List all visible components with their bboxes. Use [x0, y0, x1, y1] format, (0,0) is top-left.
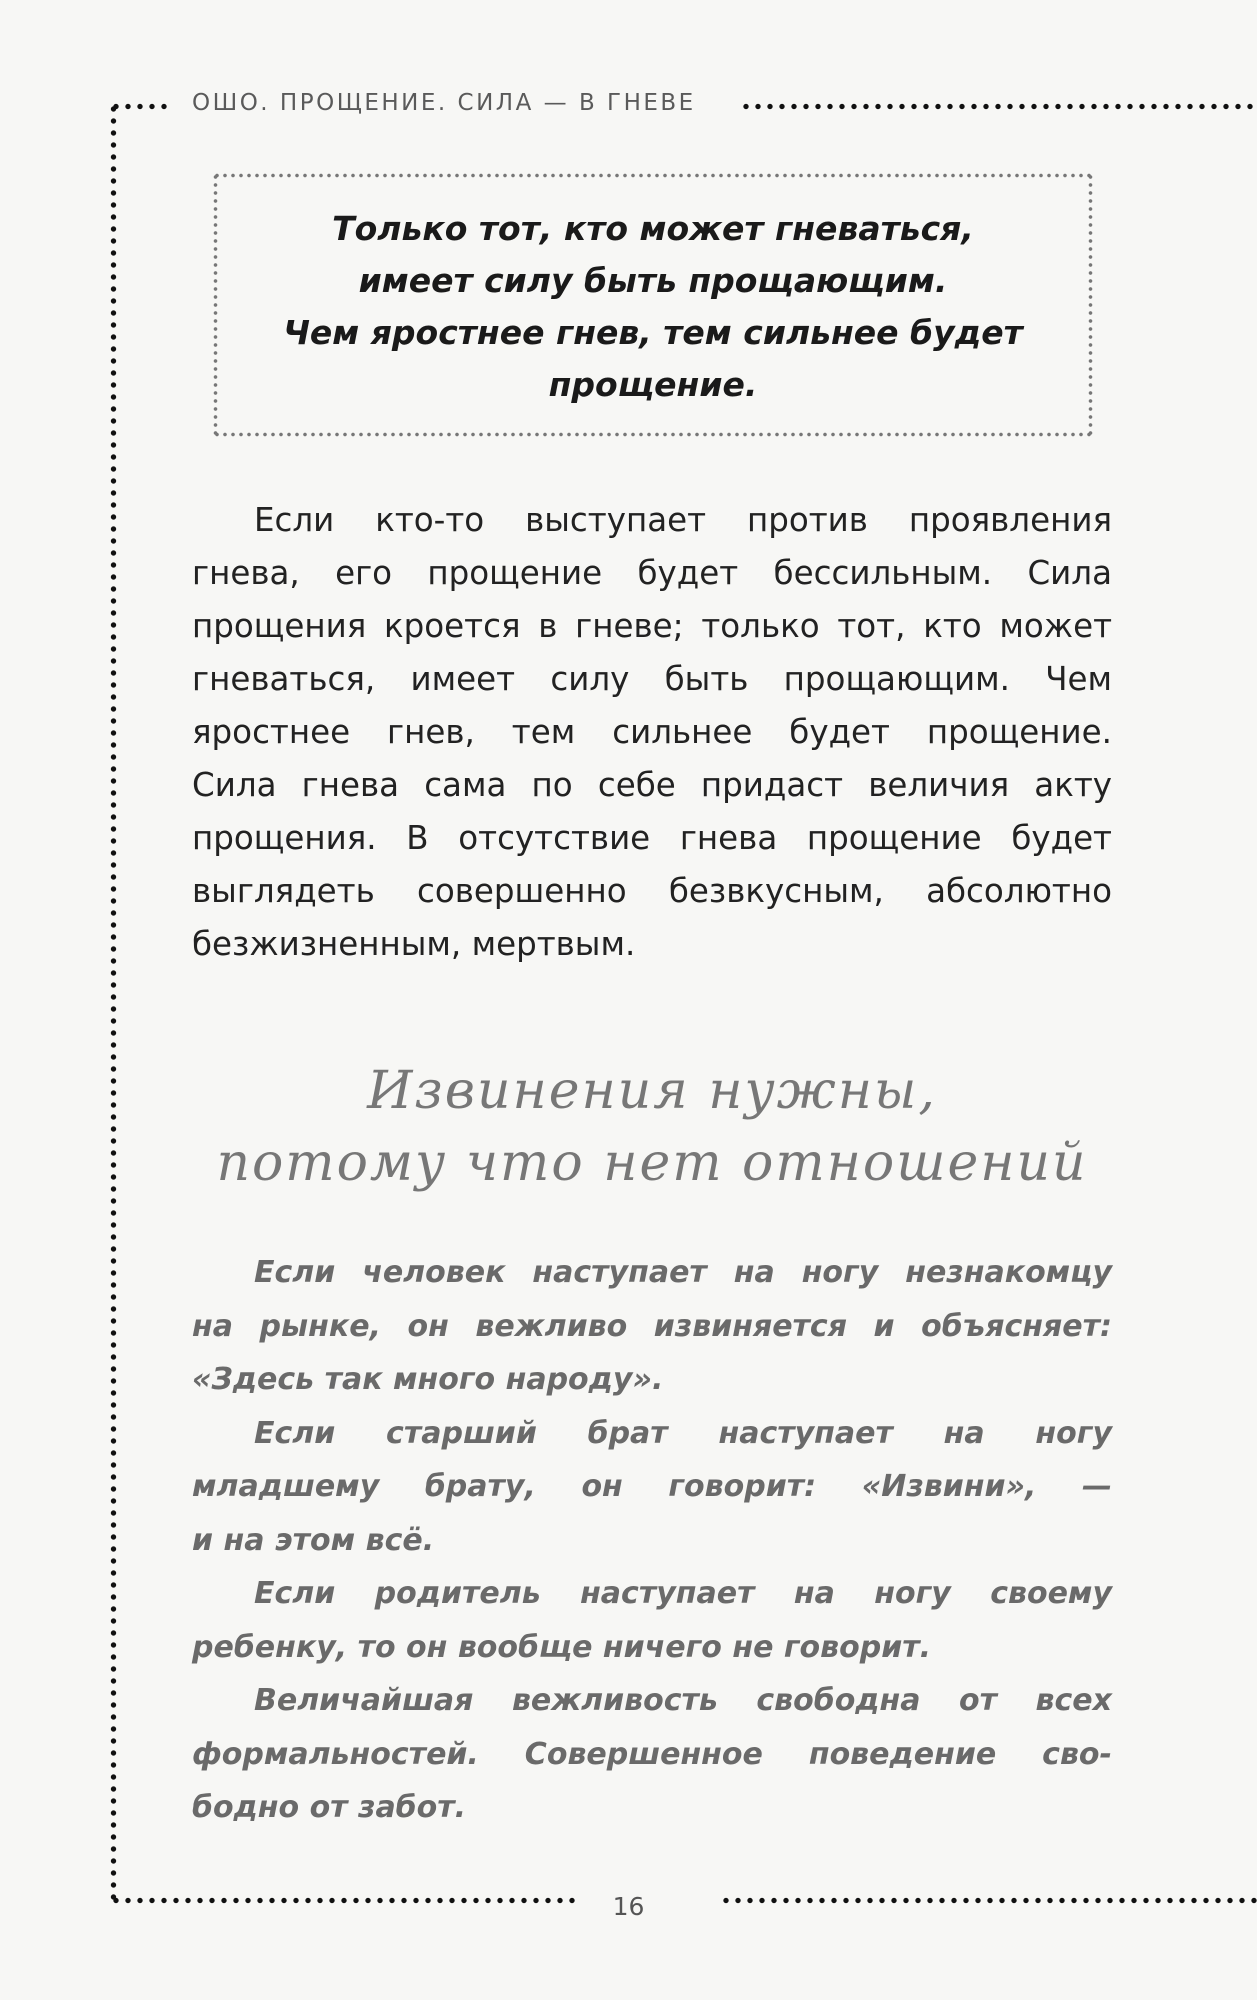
- quote-box: [213, 173, 1093, 437]
- parable-line: Если старший брат наступает на ногу: [254, 1415, 1112, 1451]
- parable-line: «Здесь так много народу».: [192, 1362, 664, 1397]
- quote-box-bottom-border: [213, 432, 1093, 437]
- quote-line: прощение.: [548, 365, 758, 404]
- frame-left-dots: [110, 103, 117, 1903]
- quote-box-top-border: [213, 173, 1093, 178]
- body-line: яростнее гнев, тем сильнее будет прощение.: [192, 713, 1112, 751]
- body-line: прощения кроется в гневе; только тот, кто может: [192, 607, 1112, 645]
- section-heading-line: Извинения нужны,: [367, 1061, 937, 1121]
- parable-line: младшему брату, он говорит: «Извини», —: [192, 1469, 1112, 1504]
- section-heading-line: потому что нет отношений: [216, 1133, 1088, 1193]
- page-number: 16: [612, 1892, 645, 1921]
- body-line: Сила гнева сама по себе придаст величия акту: [192, 766, 1112, 804]
- quote-line: Только тот, кто может гневаться,: [332, 209, 974, 248]
- parable-line: формальностей. Совершенное поведение сво-: [192, 1736, 1112, 1772]
- body-line: гнева, его прощение будет бессильным. Сила: [192, 554, 1112, 592]
- parable-line: и на этом всё.: [192, 1522, 435, 1558]
- running-head: ОШО. ПРОЩЕНИЕ. СИЛА — В ГНЕВЕ: [192, 90, 696, 116]
- parable-line: бодно от забот.: [192, 1790, 467, 1825]
- body-line: гневаться, имеет силу быть прощающим. Чем: [192, 660, 1112, 698]
- body-line: прощения. В отсутствие гнева прощение будет: [192, 819, 1112, 857]
- section-heading: [192, 1055, 1112, 1199]
- parable-line: Величайшая вежливость свободна от всех: [254, 1683, 1112, 1718]
- parable-line: Если человек наступает на ногу незнакомцу: [254, 1255, 1112, 1290]
- quote-line: имеет силу быть прощающим.: [358, 261, 948, 300]
- frame-bottom-left-dots: [110, 1897, 580, 1904]
- frame-top-left-dots: [110, 103, 170, 110]
- frame-bottom-right-dots: [720, 1897, 1257, 1904]
- body-line: выглядеть совершенно безвкусным, абсолютно: [192, 872, 1112, 910]
- parable-line: ребенку, то он вообще ничего не говорит.: [192, 1629, 932, 1665]
- parable-line: на рынке, он вежливо извиняется и объясняет:: [192, 1308, 1112, 1344]
- body-line: безжизненным, мертвым.: [192, 925, 636, 963]
- quote-line: Чем яростнее гнев, тем сильнее будет: [283, 313, 1023, 352]
- parable-text: [192, 1246, 1112, 1835]
- parable-line: Если родитель наступает на ногу своему: [254, 1576, 1112, 1611]
- body-line: Если кто-то выступает против проявления: [254, 501, 1112, 539]
- pull-quote: [213, 203, 1093, 411]
- body-paragraph: [192, 494, 1112, 971]
- frame-top-right-dots: [740, 103, 1257, 110]
